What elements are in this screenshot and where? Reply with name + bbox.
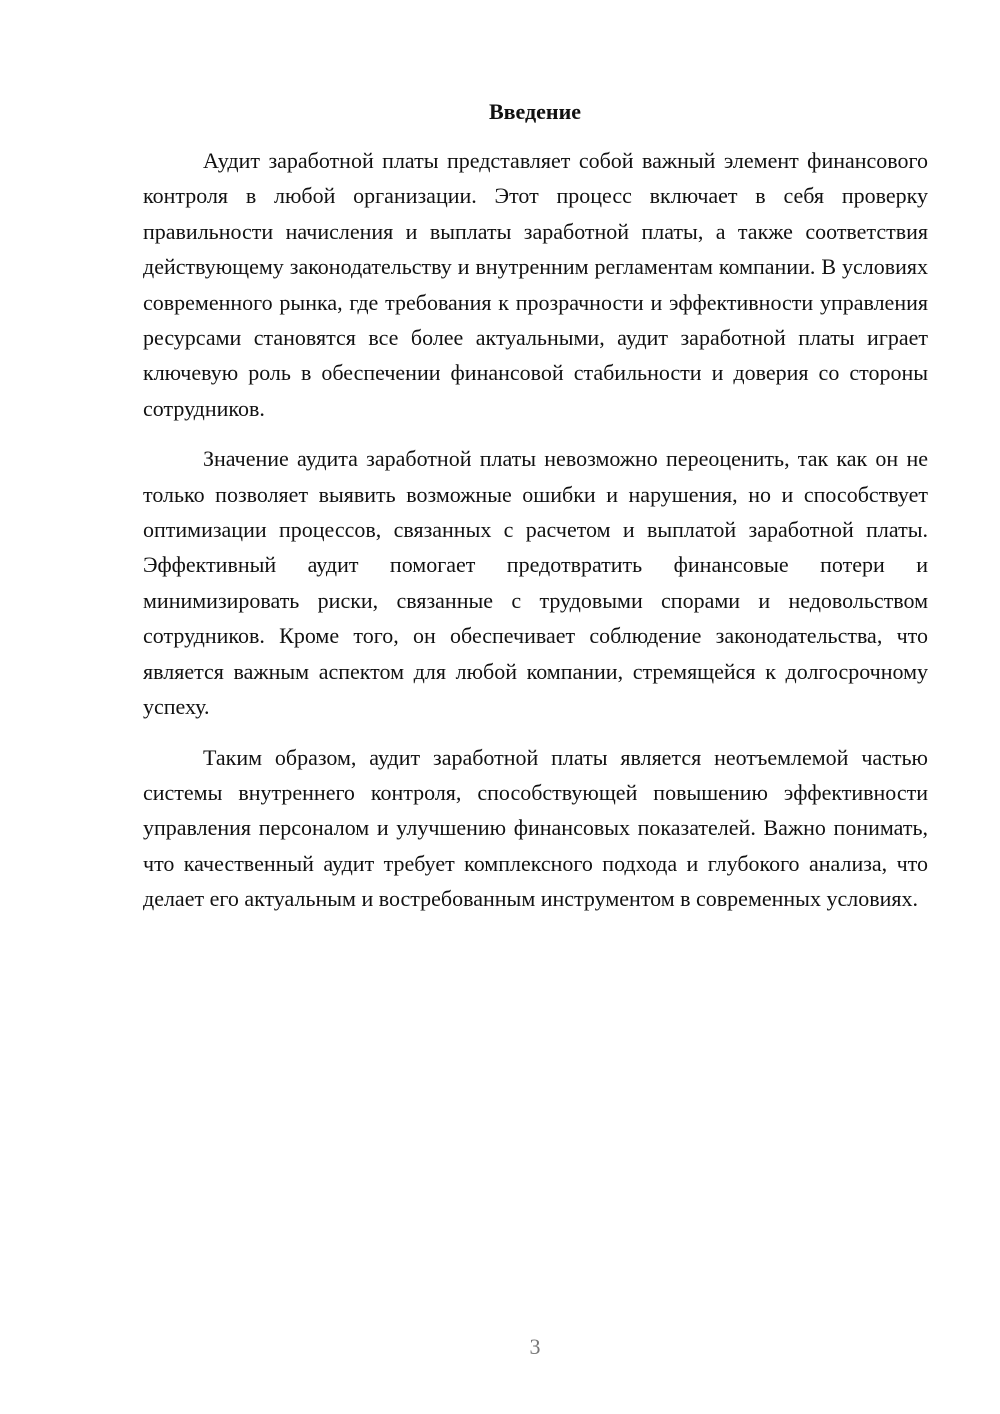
section-heading: Введение (488, 99, 582, 124)
paragraph-2: Значение аудита заработной платы невозможно переоценить, так как он не только позволяет выявить возможные ошибки и нарушения, но и способствует оптимизации процессов, связанных с расчетом и выплатой заработной платы. Эффективный аудит помогает предотвратить финансовые потери и минимизировать риски, связанные с трудовыми спорами и недовольством сотрудников. Кроме того, он обеспечивает соблюдение законодательства, что является важным аспектом для любой компании, стремящейся к долгосрочному успеху. (143, 446, 928, 720)
document-body (143, 143, 928, 917)
page-number: 3 (529, 1334, 541, 1359)
paragraph-1: Аудит заработной платы представляет собой важный элемент финансового контроля в любой организации. Этот процесс включает в себя проверку правильности начисления и выплаты заработной платы, а также соответствия действующему законодательству и внутренним регламентам компании. В условиях современного рынка, где требования к прозрачности и эффективности управления ресурсами становятся все более актуальными, аудит заработной платы играет ключевую роль в обеспечении финансовой стабильности и доверия со стороны сотрудников. (143, 148, 928, 421)
paragraph-3: Таким образом, аудит заработной платы является неотъемлемой частью системы внутреннего контроля, способствующей повышению эффективности управления персоналом и улучшению финансовых показателей. Важно понимать, что качественный аудит требует комплексного подхода и глубокого анализа, что делает его актуальным и востребованным инструментом в современных условиях. (143, 744, 928, 912)
